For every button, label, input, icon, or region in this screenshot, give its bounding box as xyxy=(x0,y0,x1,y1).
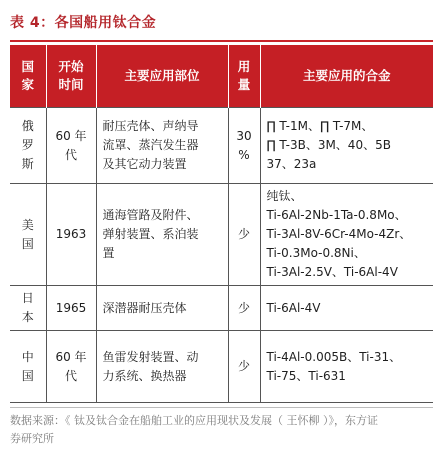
cell-country: 美 国 xyxy=(10,184,46,286)
cell-usage: 30 % xyxy=(228,108,260,184)
header-alloys: 主要应用的合金 xyxy=(260,45,433,108)
cell-year: 60 年 代 xyxy=(46,108,96,184)
cell-year: 1965 xyxy=(46,286,96,331)
header-country: 国 家 xyxy=(10,45,46,108)
cell-application: 深潜器耐压壳体 xyxy=(96,286,228,331)
source-note: 数据来源：《 钛及钛合金在船舶工业的应用现状及发展（ 王怀柳 ）》，东方证 券研究所 xyxy=(10,414,378,445)
header-year: 开始 时间 xyxy=(46,45,96,108)
cell-application: 通海管路及附件、 弹射装置、系泊装 置 xyxy=(96,184,228,286)
cell-usage: 少 xyxy=(228,184,260,286)
cell-application: 鱼雷发射装置、动 力系统、换热器 xyxy=(96,331,228,403)
title-divider xyxy=(10,40,433,42)
table-row xyxy=(10,331,433,403)
cell-country: 中 国 xyxy=(10,331,46,403)
cell-alloys: 纯钛、 Ti-6Al-2Nb-1Ta-0.8Mo、 Ti-3Al-8V-6Cr-4Mo-4Zr、 Ti-0.3Mo-0.8Ni、 Ti-3Al-2.5V、Ti-6Al-4V xyxy=(260,184,433,286)
cell-year: 1963 xyxy=(46,184,96,286)
table-header-row xyxy=(10,45,433,108)
table-row xyxy=(10,108,433,184)
cell-alloys: Ti-4Al-0.005B、Ti-31、 Ti-75、Ti-631 xyxy=(260,331,433,403)
header-usage: 用 量 xyxy=(228,45,260,108)
table-row xyxy=(10,286,433,331)
cell-country: 俄 罗 斯 xyxy=(10,108,46,184)
cell-country: 日 本 xyxy=(10,286,46,331)
cell-alloys: Ti-6Al-4V xyxy=(260,286,433,331)
table-title: 表 4：各国船用钛合金 xyxy=(10,15,157,31)
table-row xyxy=(10,184,433,286)
header-application: 主要应用部位 xyxy=(96,45,228,108)
cell-usage: 少 xyxy=(228,286,260,331)
source-divider xyxy=(10,407,433,408)
cell-year: 60 年 代 xyxy=(46,331,96,403)
cell-usage: 少 xyxy=(228,331,260,403)
cell-alloys: ∏ T-1M、∏ T-7M、 ∏ T-3B、3M、40、5B 37、23a xyxy=(260,108,433,184)
cell-application: 耐压壳体、声纳导 流罩、蒸汽发生器 及其它动力装置 xyxy=(96,108,228,184)
titanium-alloy-table xyxy=(10,45,433,403)
